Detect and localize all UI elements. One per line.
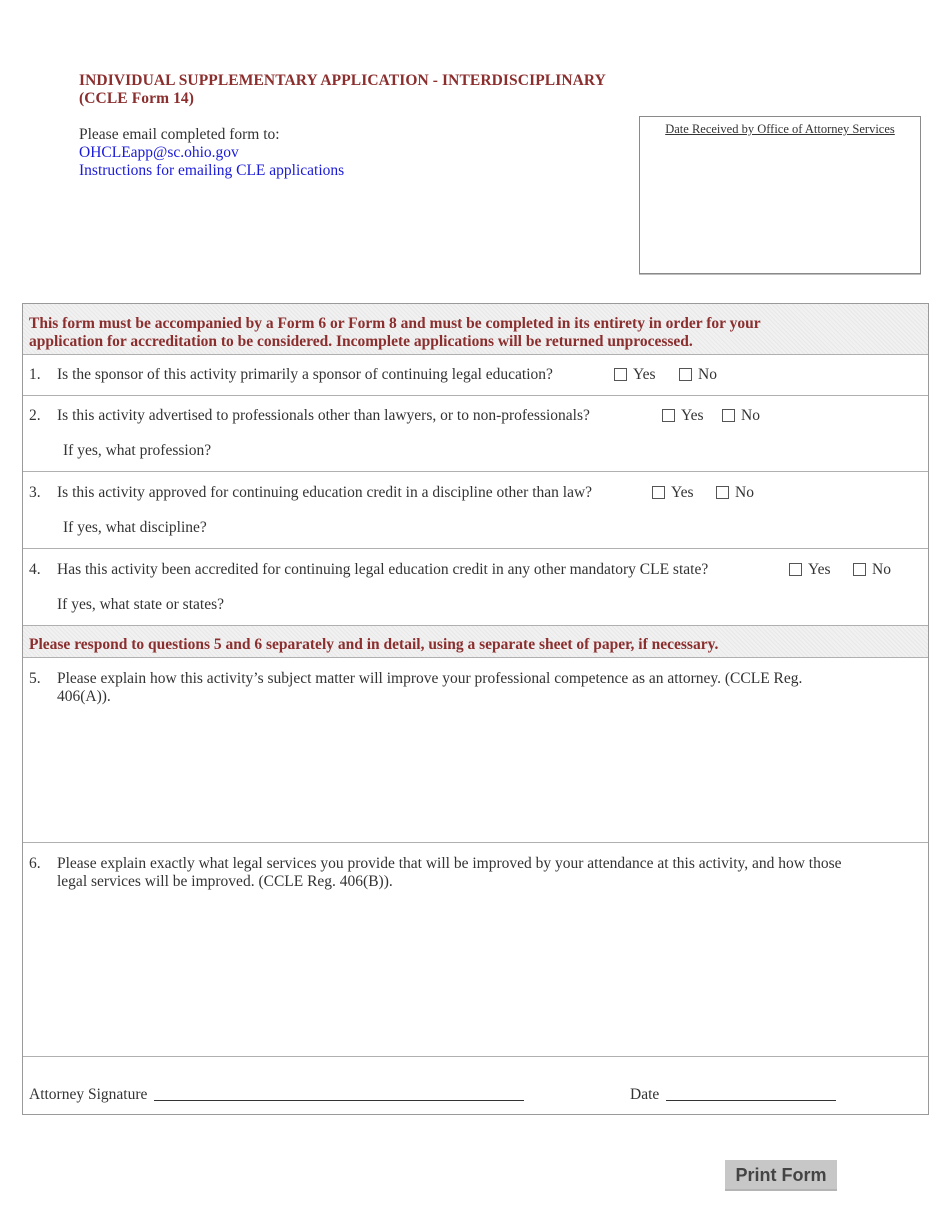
question-3-no[interactable] bbox=[716, 484, 754, 502]
print-form-button[interactable]: Print Form bbox=[725, 1160, 837, 1191]
question-2-yes-checkbox[interactable] bbox=[662, 409, 675, 422]
question-5-line1: Please explain how this activity’s subject matter will improve your professional competence as an attorney. (CCLE Reg. bbox=[57, 670, 803, 687]
signature-row bbox=[29, 1086, 524, 1104]
email-intro: Please email completed form to: bbox=[79, 126, 280, 143]
question-6-line1: Please explain exactly what legal services you provide that will be improved by your attendance at this activity, and how those bbox=[57, 855, 842, 872]
instruction-band-text: Please respond to questions 5 and 6 separately and in detail, using a separate sheet of paper, if necessary. bbox=[29, 636, 719, 653]
question-4-yes[interactable] bbox=[789, 561, 831, 579]
question-2-yes-label: Yes bbox=[681, 407, 704, 424]
question-3-yes[interactable] bbox=[652, 484, 694, 502]
question-3-no-checkbox[interactable] bbox=[716, 486, 729, 499]
question-4-yes-checkbox[interactable] bbox=[789, 563, 802, 576]
question-2-text: Is this activity advertised to professionals other than lawyers, or to non-professionals? bbox=[57, 407, 590, 424]
email-block bbox=[79, 126, 344, 180]
question-3-followup: If yes, what discipline? bbox=[63, 519, 207, 536]
question-1-yes[interactable] bbox=[614, 366, 656, 384]
question-6-line2: legal services will be improved. (CCLE Reg. 406(B)). bbox=[57, 873, 393, 890]
attorney-signature-label: Attorney Signature bbox=[29, 1086, 148, 1103]
question-5-number: 5. bbox=[29, 670, 41, 687]
date-received-box bbox=[639, 116, 921, 274]
notice-line1: This form must be accompanied by a Form 6 or Form 8 and must be completed in its entirety in order for your bbox=[29, 315, 761, 332]
notice-band bbox=[23, 304, 928, 354]
date-label: Date bbox=[630, 1086, 660, 1103]
question-1-no-checkbox[interactable] bbox=[679, 368, 692, 381]
question-3-text: Is this activity approved for continuing education credit in a discipline other than law? bbox=[57, 484, 593, 501]
question-2-no[interactable] bbox=[722, 407, 760, 425]
question-5-text bbox=[57, 670, 802, 706]
question-4-no[interactable] bbox=[853, 561, 891, 579]
date-line[interactable] bbox=[666, 1086, 836, 1101]
question-1-no-label: No bbox=[698, 366, 717, 383]
question-4-number: 4. bbox=[29, 561, 41, 578]
date-row bbox=[630, 1086, 836, 1104]
question-1-number: 1. bbox=[29, 366, 41, 383]
question-2-no-label: No bbox=[741, 407, 760, 424]
email-link[interactable]: OHCLEapp@sc.ohio.gov bbox=[79, 144, 239, 161]
question-3-number: 3. bbox=[29, 484, 41, 501]
form-title bbox=[79, 72, 606, 108]
question-6-text bbox=[57, 855, 842, 891]
application-form bbox=[22, 303, 929, 1115]
form-title-line2: (CCLE Form 14) bbox=[79, 90, 195, 107]
question-3-yes-label: Yes bbox=[671, 484, 694, 501]
instructions-link[interactable]: Instructions for emailing CLE applications bbox=[79, 162, 345, 179]
form-title-line1: INDIVIDUAL SUPPLEMENTARY APPLICATION - INTERDISCIPLINARY bbox=[79, 72, 606, 89]
question-4-no-checkbox[interactable] bbox=[853, 563, 866, 576]
question-4-text: Has this activity been accredited for continuing legal education credit in any other mandatory CLE state? bbox=[57, 561, 709, 578]
question-1-no[interactable] bbox=[679, 366, 717, 384]
attorney-signature-line[interactable] bbox=[154, 1086, 524, 1101]
question-1-yes-checkbox[interactable] bbox=[614, 368, 627, 381]
question-2-yes[interactable] bbox=[662, 407, 704, 425]
question-2-no-checkbox[interactable] bbox=[722, 409, 735, 422]
question-1-yes-label: Yes bbox=[633, 366, 656, 383]
question-4-no-label: No bbox=[872, 561, 891, 578]
question-2-number: 2. bbox=[29, 407, 41, 424]
question-3-yes-checkbox[interactable] bbox=[652, 486, 665, 499]
question-1-text: Is the sponsor of this activity primarily a sponsor of continuing legal education? bbox=[57, 366, 553, 383]
question-4-yes-label: Yes bbox=[808, 561, 831, 578]
instruction-band bbox=[23, 626, 928, 657]
question-5-line2: 406(A)). bbox=[57, 688, 111, 705]
date-received-label: Date Received by Office of Attorney Services bbox=[665, 122, 895, 136]
notice-line2: application for accreditation to be considered. Incomplete applications will be returned unprocessed. bbox=[29, 333, 693, 350]
question-4-followup: If yes, what state or states? bbox=[57, 596, 224, 613]
question-2-followup: If yes, what profession? bbox=[63, 442, 212, 459]
question-6-number: 6. bbox=[29, 855, 41, 872]
question-3-no-label: No bbox=[735, 484, 754, 501]
